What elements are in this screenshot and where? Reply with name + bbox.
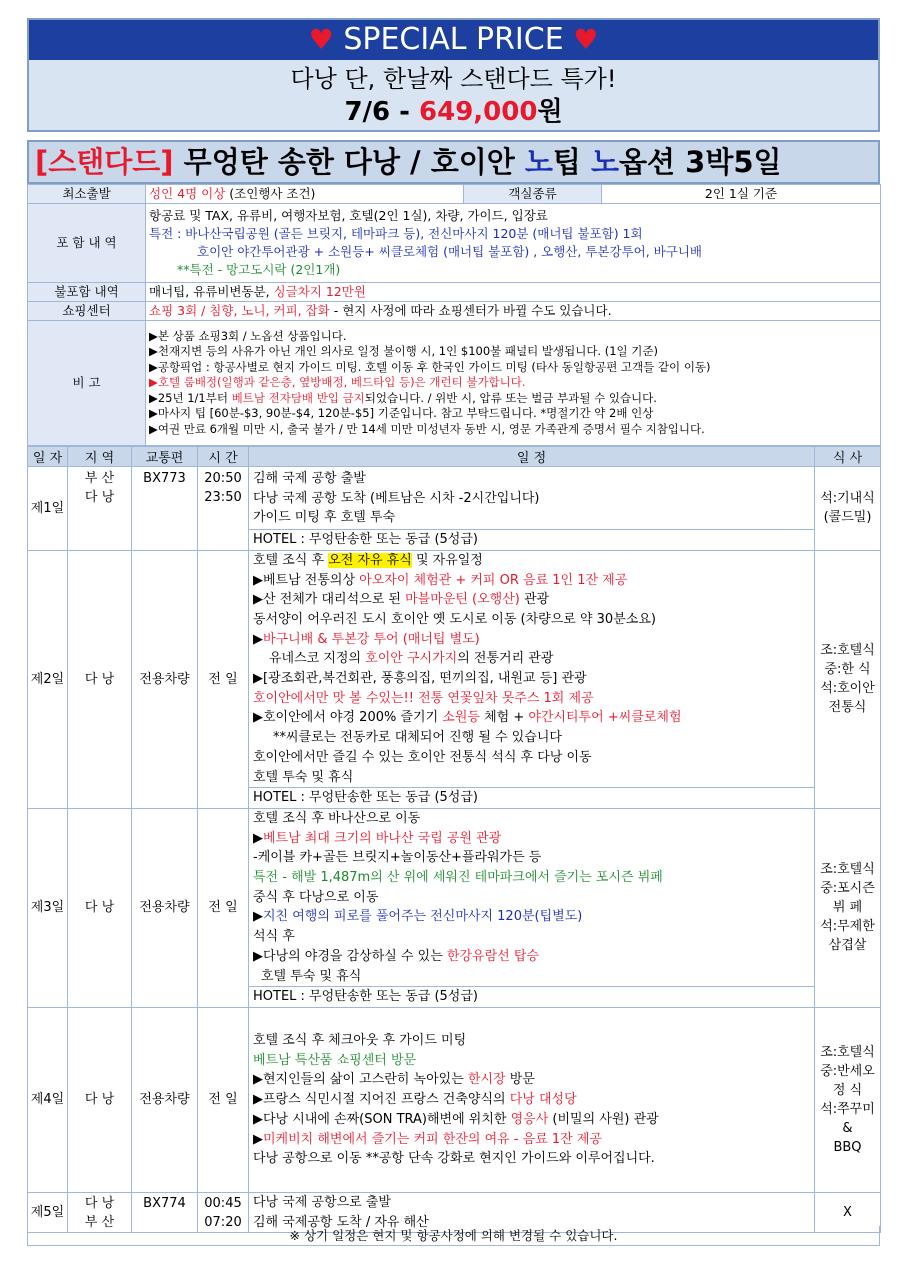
itinerary-line: 베트남 특산품 쇼핑센터 방문: [253, 1052, 417, 1068]
text-red: 한시장: [467, 1072, 506, 1088]
note-label: 비 고: [28, 321, 146, 446]
room-label: 객실종류: [464, 185, 602, 204]
heart-icon: ♥: [573, 23, 599, 56]
meal: 뷔 페: [832, 900, 863, 916]
title-main: 무엉탄 송한 다낭 / 호이안: [173, 145, 525, 179]
product-title: [27, 140, 880, 184]
text: 및 자유일정: [411, 552, 483, 568]
itinerary-line: [253, 907, 810, 927]
meal: &: [842, 1120, 853, 1136]
shop-count: 쇼핑 3회 / 침향, 노니, 커피, 잡화: [149, 303, 330, 318]
itinerary-cell: [249, 1007, 815, 1192]
include-line: 특전 : 바나산국립공원 (골든 브릿지, 테마파크 등), 전신마사지 120분 (매너팁 불포함) 1회: [149, 226, 643, 241]
banner-date: 7/6 -: [344, 97, 420, 127]
text: 방문: [505, 1072, 535, 1088]
title-no-1: 노: [524, 145, 553, 179]
exclude-text: 매너팁, 유류비변동분,: [149, 284, 274, 299]
text: 관광: [519, 592, 550, 608]
time: 23:50: [204, 490, 242, 505]
time: 07:20: [204, 1214, 242, 1230]
itinerary-row-day1: [28, 467, 881, 551]
footer-disclaimer: ※ 상기 일정은 현지 및 항공사정에 의해 변경될 수 있습니다.: [27, 1226, 880, 1246]
day-label: 제3일: [28, 808, 68, 1007]
include-line: 항공료 및 TAX, 유류비, 여행자보험, 호텔(2인 1실), 차량, 가이드, 입장료: [149, 208, 548, 223]
itinerary-line: **씨클로는 전동카로 대체되어 진행 될 수 있습니다: [273, 730, 562, 746]
time: 전 일: [198, 1007, 249, 1192]
min-depart-note: (조인행사 조건): [225, 186, 316, 201]
text: ▶: [253, 1131, 263, 1147]
meal: 석:호이안: [820, 681, 875, 697]
heart-icon: ♥: [308, 23, 334, 56]
note-line: ▶천재지변 등의 사유가 아닌 개인 의사로 일정 불이행 시, 1인 $100불 패널티 발생됩니다. (1일 기준): [149, 344, 659, 359]
info-row-shopping: [28, 302, 881, 321]
itinerary-header: [28, 447, 881, 467]
title-grade: [스탠다드]: [35, 145, 174, 179]
include-line: **특전 - 망고도시락 (2인1개): [177, 262, 341, 277]
itinerary-row-day4: [28, 1007, 881, 1192]
meal: 중:포시즌: [820, 881, 875, 897]
banner-subtitle-box: [29, 60, 878, 130]
header-itinerary: 일 정: [249, 447, 815, 467]
special-price-banner: [27, 18, 880, 132]
header-region: 지 역: [68, 447, 132, 467]
itinerary-line: [253, 708, 810, 728]
text-red: 호이안 구시가지: [365, 651, 458, 667]
text-red: 소원등: [442, 710, 480, 726]
note-line: ▶공항픽업 : 항공사별로 현지 가이드 미팅. 호텔 이동 후 한국인 가이드 미팅 (타사 동일항공편 고객들 같이 이동): [149, 359, 711, 374]
itinerary-cell: [249, 550, 815, 808]
meal: 중:반세오: [820, 1063, 875, 1079]
note-line: ▶호텔 룸배정(일행과 같은층, 옆방배정, 베드타입 등)은 개런티 불가합니다.: [149, 375, 526, 390]
text: 체험 +: [479, 710, 529, 726]
meal: 조:호텔식: [820, 862, 875, 878]
itinerary-line: [253, 571, 810, 591]
transport: 전용차량: [132, 808, 198, 1007]
meal-cell: [815, 808, 881, 1007]
exclude-label: 불포함 내역: [28, 283, 146, 302]
itinerary-line: [253, 1110, 810, 1130]
time: 00:45: [204, 1195, 242, 1211]
region-cell: [68, 467, 132, 551]
text: ▶호이안에서 야경 200% 즐기기: [253, 710, 443, 726]
hotel-line: HOTEL : 무엉탄송한 또는 동급 (5성급): [249, 986, 814, 1007]
itinerary-cell: [249, 808, 815, 1007]
include-label: 포 함 내 역: [28, 204, 146, 283]
itinerary-line: 석식 후: [253, 929, 295, 945]
region: 다 낭: [84, 490, 115, 505]
itinerary-line: 호텔 조식 후 체크아웃 후 가이드 미팅: [253, 1033, 467, 1049]
text: ▶베트남 전통의상: [253, 572, 360, 588]
region: 다 낭: [84, 1195, 115, 1211]
itinerary-line: [253, 649, 810, 669]
region: 부 산: [84, 1214, 115, 1230]
itinerary-line: [253, 630, 810, 650]
text: ▶: [253, 909, 263, 925]
itinerary-line: 다낭 국제 공항 도착 (베트남은 시차 -2시간입니다): [253, 490, 540, 506]
text: ▶산 전체가 대리석으로 된: [253, 592, 406, 608]
note-text: 되었습니다. / 위반 시, 압류 또는 벌금 부과될 수 있습니다.: [364, 390, 657, 405]
itinerary-line: 호이안에서만 맛 볼 수있는!! 전통 연꽃잎차 못주스 1회 제공: [253, 690, 594, 706]
itinerary-line: 동서양이 어우러진 도시 호이안 옛 도시로 이동 (차량으로 약 30분소요): [253, 611, 656, 627]
banner-price: 649,000: [419, 97, 538, 127]
time-cell: [198, 467, 249, 551]
itinerary-line: 호이안에서만 즐길 수 있는 호이안 전통식 석식 후 다낭 이동: [253, 749, 592, 765]
itinerary-line: [253, 947, 810, 967]
text-blue: 지친 여행의 피로를 풀어주는 전신마사지 120분(팁별도): [263, 909, 583, 925]
note-ecig-ban: 베트남 전자담배 반입 금지: [231, 390, 365, 405]
time: 20:50: [204, 471, 242, 486]
note-line: ▶본 상품 쇼핑3회 / 노옵션 상품입니다.: [149, 328, 347, 343]
text-red: 베트남 최대 크기의 바나산 국립 공원 관광: [263, 830, 502, 846]
region: 다 낭: [68, 550, 132, 808]
itinerary-line: [253, 1070, 810, 1090]
exclude-value: [146, 283, 881, 302]
time: 전 일: [198, 550, 249, 808]
note-line: [149, 391, 877, 407]
meal: BBQ: [833, 1139, 862, 1155]
product-info-table: [27, 184, 881, 446]
day-label: 제5일: [28, 1192, 68, 1232]
info-row-excludes: [28, 283, 881, 302]
include-line: 호이안 야간투어관광 + 소원등+ 씨클로체험 (매너팁 불포함) , 오행산, 투본강투어, 바구니배: [197, 244, 702, 259]
itinerary-lines: [249, 809, 814, 986]
text: ▶다낭 시내에 손짜(SON TRA)해변에 위치한: [253, 1111, 511, 1127]
meal: 조:호텔식: [820, 1044, 875, 1060]
region: 다 낭: [68, 808, 132, 1007]
info-row-departure: [28, 185, 881, 204]
day-label: 제2일: [28, 550, 68, 808]
hotel-line: HOTEL : 무엉탄송한 또는 동급 (5성급): [249, 529, 814, 550]
itinerary-line: 가이드 미팅 후 호텔 투숙: [253, 510, 396, 526]
itinerary-line: 다낭 국제 공항으로 출발: [253, 1194, 391, 1210]
itinerary-line: 다낭 공항으로 이동 **공항 단속 강화로 현지인 가이드와 이루어집니다.: [253, 1151, 655, 1167]
shop-label: 쇼핑센터: [28, 302, 146, 321]
banner-currency: 원: [537, 97, 563, 127]
text-red: 미케비치 해변에서 즐기는 커피 한잔의 여유 - 음료 1잔 제공: [263, 1131, 602, 1147]
meal: (콜드밀): [823, 510, 872, 526]
include-value: [146, 204, 881, 283]
text-red: 야간시티투어 +씨클로체험: [528, 710, 682, 726]
text-red: 아오자이 체험관 + 커피 OR 음료 1인 1잔 제공: [359, 572, 628, 588]
itinerary-line: 호텔 투숙 및 휴식: [261, 968, 362, 984]
meal: 정 식: [832, 1082, 863, 1098]
text: ▶: [253, 631, 263, 647]
text: ▶: [253, 830, 263, 846]
shop-value: [146, 302, 881, 321]
itinerary-row-day2: [28, 550, 881, 808]
region: 다 낭: [68, 1007, 132, 1192]
hotel-line: HOTEL : 무엉탄송한 또는 동급 (5성급): [249, 787, 814, 808]
itinerary-line: [253, 590, 810, 610]
itinerary-lines: [249, 551, 814, 787]
exclude-single-charge: 싱글차지 12만원: [273, 284, 366, 299]
title-no-2: 노: [591, 145, 620, 179]
text-red: 마블마운틴 (오행산): [405, 592, 520, 608]
text: (비밀의 사원) 관광: [548, 1111, 659, 1127]
shop-note: - 현지 사정에 따라 쇼핑센터가 바뀔 수도 있습니다.: [329, 303, 612, 318]
banner-heading: SPECIAL PRICE: [343, 22, 564, 57]
itinerary-line: 호텔 조식 후 바나산으로 이동: [253, 810, 421, 826]
text: ▶프랑스 식민시절 지어진 프랑스 건축양식의: [253, 1092, 510, 1108]
banner-subtitle: 다낭 단, 한날짜 스탠다드 특가!: [290, 65, 617, 93]
itinerary-line: 김해 국제공항 도착 / 자유 해산: [253, 1214, 429, 1230]
note-value: [146, 321, 881, 446]
itinerary-line: [253, 551, 810, 571]
itinerary-line: [253, 1130, 810, 1150]
meal-cell: [815, 550, 881, 808]
header-day: 일 자: [28, 447, 68, 467]
transport: BX774: [132, 1192, 198, 1232]
text-red: 한강유람선 탑승: [446, 948, 539, 964]
day-label: 제1일: [28, 467, 68, 551]
itinerary-line: 특전 - 해발 1,487m의 산 위에 세워진 테마파크에서 즐기는 포시즌 뷔페: [253, 870, 663, 886]
text-red: 영응사: [510, 1111, 549, 1127]
info-row-notes: [28, 321, 881, 446]
meal: 전통식: [828, 700, 867, 716]
banner-heading-bar: [29, 20, 878, 60]
meal: 조:호텔식: [820, 643, 875, 659]
banner-price-line: [29, 96, 878, 129]
meal: 삼겹살: [828, 938, 867, 954]
itinerary-table: [27, 446, 881, 1233]
title-option: 옵션 3박5일: [619, 145, 782, 179]
text-red: 바구니배 & 투본강 투어 (매너팁 별도): [263, 631, 480, 647]
meal: 석:무제한: [820, 919, 875, 935]
text: 호텔 조식 후: [253, 552, 329, 568]
note-text: ▶25년 1/1부터: [149, 390, 232, 405]
header-transport: 교통편: [132, 447, 198, 467]
itinerary-line: ▶[광조회관,복건회관, 풍흥의집, 떤끼의집, 내원교 등] 관광: [253, 671, 587, 687]
itinerary-line: 김해 국제 공항 출발: [253, 471, 366, 486]
itinerary-line: [253, 1090, 810, 1110]
time: 전 일: [198, 808, 249, 1007]
text: 의 전통거리 관광: [457, 651, 554, 667]
min-depart-condition: 성인 4명 이상: [149, 186, 226, 201]
transport: 전용차량: [132, 1007, 198, 1192]
note-line: ▶여권 만료 6개월 미만 시, 출국 불가 / 만 14세 미만 미성년자 동반 시, 영문 가족관계 증명서 필수 지참입니다.: [149, 421, 705, 436]
itinerary-line: -케이블 카+골든 브릿지+놀이동산+플라워가든 등: [253, 850, 542, 866]
itinerary-lines: [249, 467, 814, 528]
text: ▶현지인들의 삶이 고스란히 녹아있는: [253, 1072, 468, 1088]
meal: 석:기내식: [820, 491, 875, 507]
itinerary-line: 호텔 투숙 및 휴식: [253, 769, 354, 785]
itinerary-row-day3: [28, 808, 881, 1007]
info-row-includes: [28, 204, 881, 283]
transport: 전용차량: [132, 550, 198, 808]
meal: X: [815, 1192, 881, 1232]
itinerary-cell: [249, 467, 815, 551]
highlight-free-time: 오전 자유 휴식: [328, 552, 412, 568]
text-red: 다낭 대성당: [509, 1092, 577, 1108]
region: 부 산: [84, 471, 115, 486]
meal: 중:한 식: [824, 662, 871, 678]
text: 유네스코 지정의: [269, 651, 366, 667]
meal-cell: [815, 467, 881, 551]
meal-cell: [815, 1007, 881, 1192]
header-time: 시 간: [198, 447, 249, 467]
min-depart-label: 최소출발: [28, 185, 146, 204]
day-label: 제4일: [28, 1007, 68, 1192]
room-value: 2인 1실 기준: [602, 185, 881, 204]
header-meal: 식 사: [815, 447, 881, 467]
transport: BX773: [132, 467, 198, 551]
itinerary-line: 중식 후 다낭으로 이동: [253, 889, 379, 905]
min-depart-value: [146, 185, 464, 204]
text: ▶다낭의 야경을 감상하실 수 있는: [253, 948, 447, 964]
itinerary-line: [253, 829, 810, 849]
title-tip: 팁: [552, 145, 592, 179]
meal: 석:쭈꾸미: [820, 1101, 875, 1117]
note-line: ▶마사지 팁 [60분-$3, 90분-$4, 120분-$5] 기준입니다. 참고 부탁드립니다. *명절기간 약 2배 인상: [149, 406, 654, 421]
